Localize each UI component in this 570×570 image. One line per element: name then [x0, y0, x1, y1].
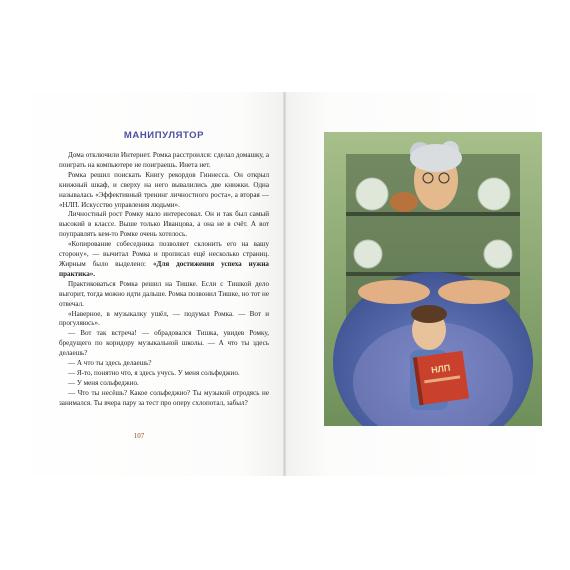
- shelf: [346, 212, 520, 216]
- paragraph: Личностный рост Ромку мало интересовал. Он и так был самый высокий в классе. Выше только Иванцова, а она не в счёт. А вот поуправлять кем-то Ромке очень хотелось.: [59, 210, 269, 239]
- illustration: [324, 132, 542, 426]
- paragraph: — Я-то, понятно что, я здесь учусь. У меня сольфеджио.: [68, 368, 240, 377]
- grandma-hair: [410, 144, 462, 172]
- plate: [354, 240, 382, 268]
- paragraph: — А что ты здесь делаешь?: [68, 359, 152, 368]
- cat: [390, 192, 418, 212]
- paragraph: — Вот так встреча! — обрадовался Тишка, увидев Ромку, бредущего по коридору музыкальной школы. — А что ты здесь делаешь?: [59, 329, 269, 358]
- bold-phrase: «Для достижения успеха нужна практика».: [59, 259, 269, 278]
- plate: [356, 178, 388, 210]
- book-cover-label: НЛП: [430, 362, 451, 376]
- chapter-text: [59, 151, 269, 409]
- left-page: [0, 92, 284, 476]
- paragraph-text: «Копирование собеседника позволяет склонить его на вашу сторону», — вычитал Ромка и прописал ещё несколько страниц. Жирным было выделено:: [59, 240, 269, 268]
- illustration-art: [324, 132, 542, 426]
- book-spread: [0, 92, 570, 476]
- plate: [484, 240, 512, 268]
- grandma-arm: [438, 280, 510, 304]
- paragraph: — Что ты несёшь? Какое сольфеджио? Ты музыкой отродясь не занимался. Ты вчера пару за тест про оперу схлопотал, забыл?: [59, 388, 269, 407]
- paragraph: «Наверное, в музыкалку ушёл, — подумал Ромка. — Вот и прогуляюсь».: [59, 309, 269, 328]
- grandma-arm: [358, 280, 430, 304]
- paragraph: Практиковаться Ромка решил на Тишке. Если с Тишкой дело выгорит, тогда можно идти дальше. Ромка позвонил Тишке, но тот не отвечал.: [59, 279, 269, 308]
- boy-hair: [411, 305, 447, 323]
- paragraph: Ромка решил поискать Книгу рекордов Гиннесса. Он открыл книжный шкаф, и сверху на него вывалились две книжки. Одна называлась «Эффективный тренинг личностного роста», а вторая — «НЛП. Искусство управления людьми».: [59, 170, 269, 209]
- paragraph: — У меня сольфеджио.: [68, 378, 139, 387]
- right-page: [286, 92, 570, 476]
- chapter-title: МАНИПУЛЯТОР: [123, 130, 205, 141]
- nlp-book: [413, 351, 469, 405]
- paragraph: [59, 240, 269, 280]
- plate: [478, 178, 510, 210]
- paragraph: Дома отключили Интернет. Ромка расстроился: сделал домашку, а поиграть на компьютере не поиграешь. Инета нет.: [59, 151, 269, 169]
- page-number: 107: [133, 432, 145, 440]
